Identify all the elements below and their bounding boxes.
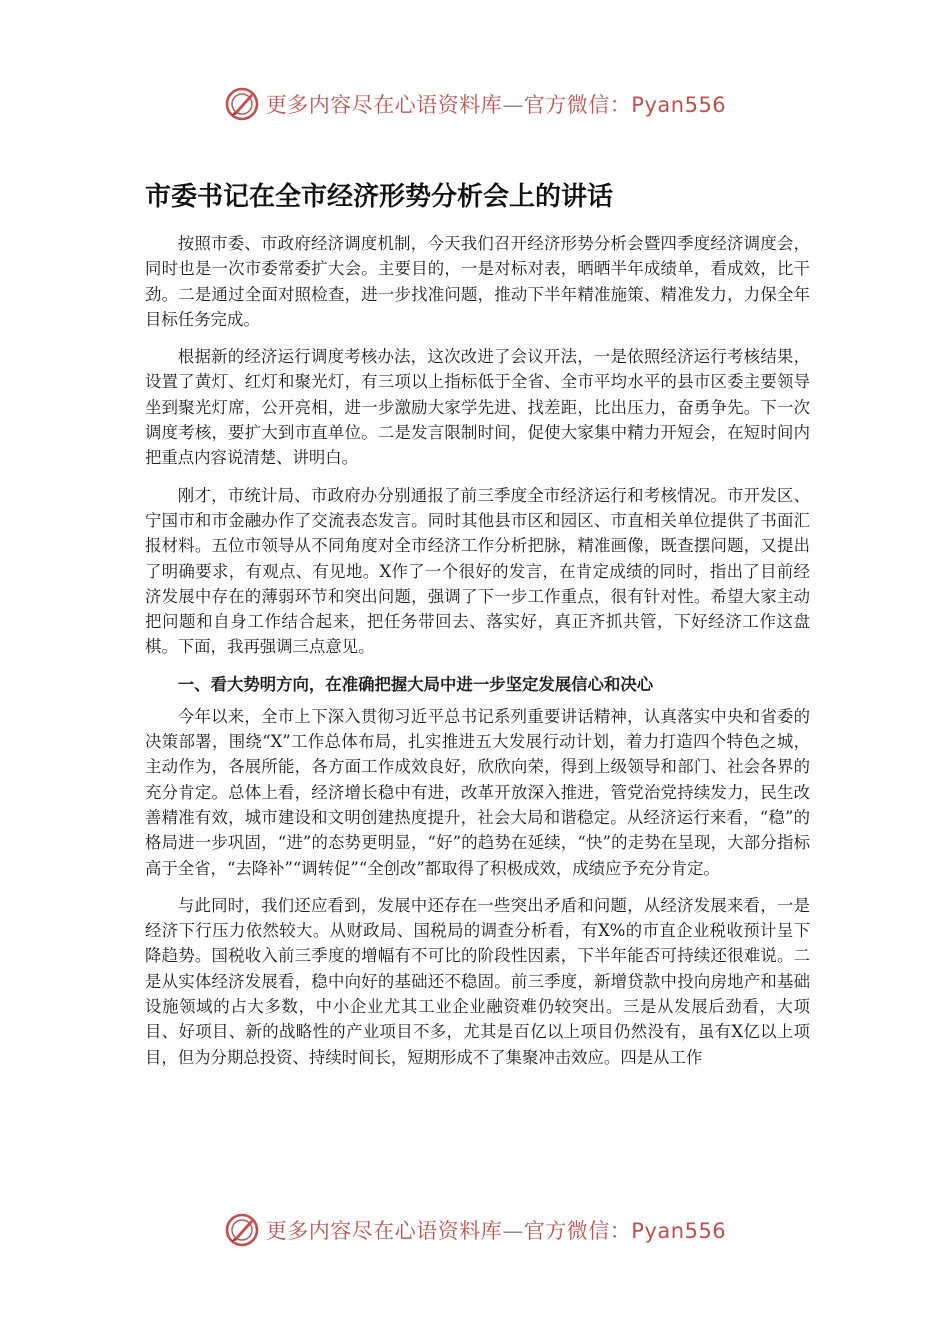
body-paragraph: 根据新的经济运行调度考核办法，这次改进了会议开法，一是依照经济运行考核结果，设置了黄灯、红灯和聚光灯，有三项以上指标低于全省、全市平均水平的县市区委主要领导坐到聚光灯席，公开亮相，进一步激励大家学先进、找差距，比出压力，奋勇争先。下一次调度考核，要扩大到市直单位。二是发言限制时间，促使大家集中精力开短会，在短时间内把重点内容说清楚、讲明白。: [145, 347, 810, 468]
document-body: [145, 231, 810, 1082]
footer-banner: [0, 1210, 950, 1250]
quill-pen-logo-icon: [224, 86, 260, 122]
body-paragraph: 按照市委、市政府经济调度机制，今天我们召开经济形势分析会暨四季度经济调度会，同时也是一次市委常委扩大会。主要目的，一是对标对表，晒晒半年成绩单，看成效，比干劲。二是通过全面对照检查，进一步找准问题，推动下半年精准施策、精准发力，力保全年目标任务完成。: [145, 234, 810, 329]
body-paragraph: 刚才，市统计局、市政府办分别通报了前三季度全市经济运行和考核情况。市开发区、宁国市和市金融办作了交流表态发言。同时其他县市区和园区、市直相关单位提供了书面汇报材料。五位市领导从不同角度对全市经济工作分析把脉，精准画像，既查摆问题，又提出了明确要求，有观点、有见地。X作了一个很好的发言，在肯定成绩的同时，指出了目前经济发展中存在的薄弱环节和突出问题，强调了下一步工作重点，很有针对性。希望大家主动把问题和自身工作结合起来，把任务带回去、落实好，真正齐抓共管，下好经济工作这盘棋。下面，我再强调三点意见。: [145, 485, 810, 657]
header-banner-title: 更多内容尽在心语资料库: [265, 93, 503, 117]
header-banner-separator: —: [502, 93, 524, 117]
header-banner: [0, 84, 950, 124]
quill-pen-logo-icon: [224, 1212, 260, 1248]
footer-banner-separator: —: [502, 1219, 524, 1243]
section-heading: 一、看大势明方向，在准确把握大局中进一步坚定发展信心和决心: [177, 674, 654, 694]
footer-banner-wechat: 官方微信：Pyan556: [523, 1219, 727, 1243]
document-title: 市委书记在全市经济形势分析会上的讲话: [145, 182, 614, 212]
header-banner-text: [266, 89, 726, 119]
footer-banner-title: 更多内容尽在心语资料库: [265, 1219, 503, 1243]
header-banner-wechat: 官方微信：Pyan556: [523, 93, 727, 117]
footer-banner-text: [266, 1215, 726, 1245]
body-paragraph: 今年以来，全市上下深入贯彻习近平总书记系列重要讲话精神，认真落实中央和省委的决策部署，围绕“X”工作总体布局，扎实推进五大发展行动计划，着力打造四个特色之城，主动作为，各展所能，各方面工作成效良好，欣欣向荣，得到上级领导和部门、社会各界的充分肯定。总体上看，经济增长稳中有进，改革开放深入推进，管党治党持续发力，民生改善精准有效，城市建设和文明创建热度提升，社会大局和谐稳定。从经济运行来看，“稳”的格局进一步巩固，“进”的态势更明显，“好”的趋势在延续，“快”的走势在呈现，大部分指标高于全省，“去降补”“调转促”“全创改”都取得了积极成效，成绩应予充分肯定。: [145, 706, 810, 878]
body-paragraph: 与此同时，我们还应看到，发展中还存在一些突出矛盾和问题，从经济发展来看，一是经济下行压力依然较大。从财政局、国税局的调查分析看，有X%的市直企业税收预计呈下降趋势。国税收入前三季度的增幅有不可比的阶段性因素，下半年能否可持续还很难说。二是从实体经济发展看，稳中向好的基础还不稳固。前三季度，新增贷款中投向房地产和基础设施领域的占大多数，中小企业尤其工业企业融资难仍较突出。三是从发展后劲看，大项目、好项目、新的战略性的产业项目不多，尤其是百亿以上项目仍然没有，虽有X亿以上项目，但为分期总投资、持续时间长，短期形成不了集聚冲击效应。四是从工作: [145, 895, 810, 1067]
